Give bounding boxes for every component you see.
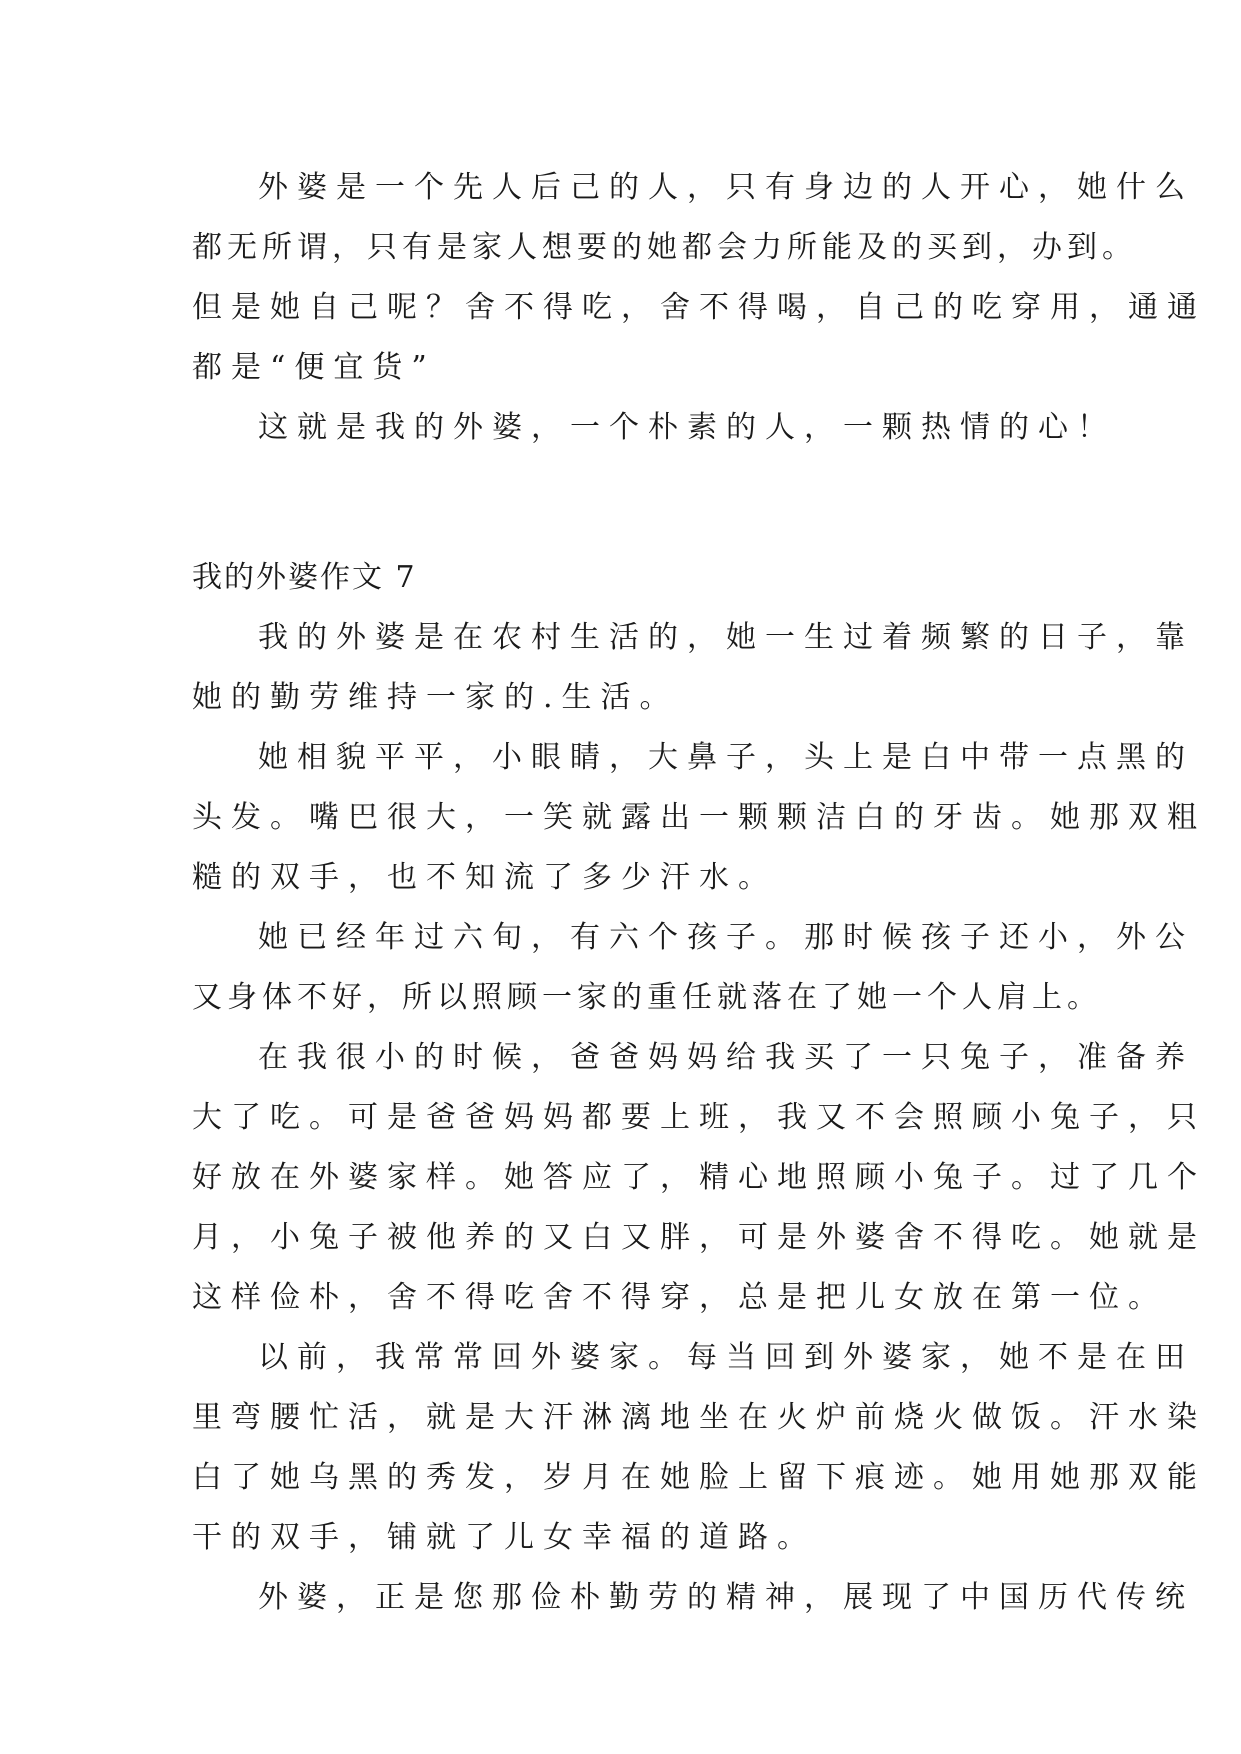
text-line: 以前，我常常回外婆家。每当回到外婆家，她不是在田 <box>258 1340 1194 1375</box>
text-line: 月，小兔子被他养的又白又胖，可是外婆舍不得吃。她就是 <box>192 1220 1206 1255</box>
text-line: 糙的双手，也不知流了多少汗水。 <box>192 860 777 895</box>
text-line: 都无所谓，只有是家人想要的她都会力所能及的买到，办到。 <box>192 230 1137 265</box>
paragraph <box>192 158 1206 398</box>
paragraph <box>192 1328 1206 1568</box>
paragraph <box>192 728 1206 908</box>
text-line: 大了吃。可是爸爸妈妈都要上班，我又不会照顾小兔子，只 <box>192 1100 1206 1135</box>
text-line: 她相貌平平，小眼睛，大鼻子，头上是白中带一点黑的 <box>258 740 1194 775</box>
section-gap <box>192 458 1072 548</box>
text-line: 我的外婆是在农村生活的，她一生过着频繁的日子，靠 <box>258 620 1194 655</box>
text-line: 干的双手，铺就了儿女幸福的道路。 <box>192 1520 816 1555</box>
text-line: 外婆是一个先人后己的人，只有身边的人开心，她什么 <box>258 170 1194 205</box>
paragraph <box>192 908 1194 1028</box>
text-line: 白了她乌黑的秀发，岁月在她脸上留下痕迹。她用她那双能 <box>192 1460 1206 1495</box>
paragraph <box>192 1568 1194 1628</box>
text-line: 她的勤劳维持一家的.生活。 <box>192 680 679 715</box>
text-line: 这样俭朴，舍不得吃舍不得穿，总是把儿女放在第一位。 <box>192 1280 1167 1315</box>
text-line: 都是“便宜货” <box>192 350 436 385</box>
text-line: 好放在外婆家样。她答应了，精心地照顾小兔子。过了几个 <box>192 1160 1206 1195</box>
text-line: 但是她自己呢？舍不得吃，舍不得喝，自己的吃穿用，通通 <box>192 290 1206 325</box>
essay-title: 我的外婆作文 7 <box>192 560 417 595</box>
text-line: 她已经年过六旬，有六个孩子。那时候孩子还小，外公 <box>258 920 1194 955</box>
text-line: 又身体不好，所以照顾一家的重任就落在了她一个人肩上。 <box>192 980 1102 1015</box>
paragraph <box>192 1028 1206 1328</box>
text-line: 头发。嘴巴很大，一笑就露出一颗颗洁白的牙齿。她那双粗 <box>192 800 1206 835</box>
text-line: 在我很小的时候，爸爸妈妈给我买了一只兔子，准备养 <box>258 1040 1194 1075</box>
text-line: 里弯腰忙活，就是大汗淋漓地坐在火炉前烧火做饭。汗水染 <box>192 1400 1206 1435</box>
text-line: 这就是我的外婆，一个朴素的人，一颗热情的心！ <box>258 410 1116 445</box>
paragraph <box>192 608 1194 728</box>
text-line: 外婆，正是您那俭朴勤劳的精神，展现了中国历代传统 <box>258 1580 1194 1615</box>
paragraph <box>192 398 1116 458</box>
document-body <box>192 158 1206 1628</box>
